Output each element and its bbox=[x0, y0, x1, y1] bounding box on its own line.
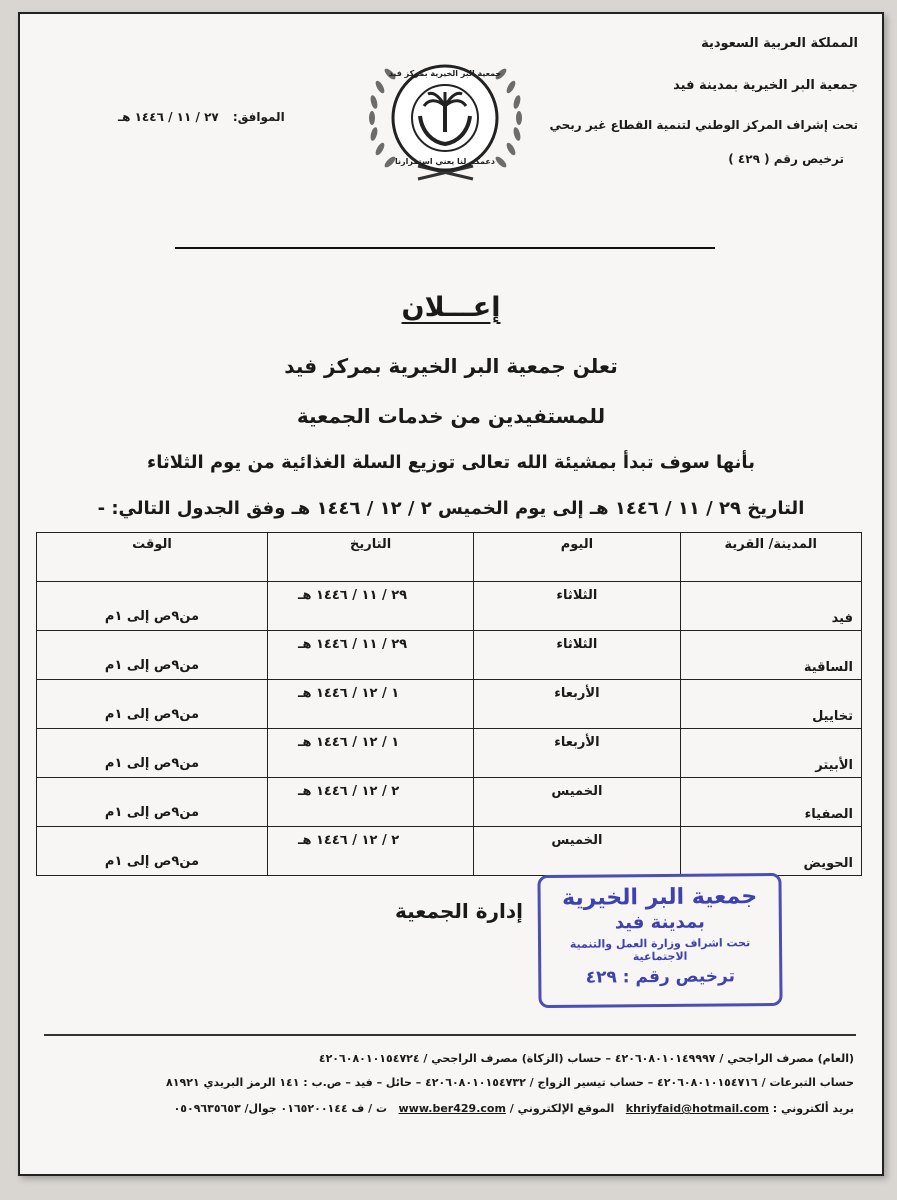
organization-logo bbox=[358, 54, 533, 189]
column-header-city: المدينة/ القرية bbox=[680, 533, 862, 582]
cell-time: من٩ص إلى ١م bbox=[37, 631, 268, 680]
logo-motto: دعمكم لنا يعني استمرارنا bbox=[395, 157, 495, 166]
table-row bbox=[37, 778, 862, 827]
column-header-day: اليوم bbox=[474, 533, 680, 582]
cell-city: الحويض bbox=[680, 827, 862, 876]
footer-bank-accounts: (العام) مصرف الراجحي / ٤٢٠٦٠٨٠١٠١٤٩٩٩٧ – حساب (الزكاة) مصرف الراجحي / ٤٢٠٦٠٨٠١٠١٥٤٧٢٤ bbox=[318, 1052, 854, 1065]
table-row bbox=[37, 582, 862, 631]
website-link[interactable]: www.ber429.com bbox=[398, 1102, 506, 1115]
stamp-line-3: تحت اشراف وزارة العمل والتنمية الاجتماعية bbox=[569, 936, 751, 964]
cell-day: الخميس bbox=[474, 778, 680, 827]
stamp-line-1: جمعية البر الخيرية bbox=[561, 884, 758, 911]
cell-date: ٢ / ١٢ / ١٤٤٦ هـ bbox=[268, 827, 474, 876]
cell-time: من٩ص إلى ١م bbox=[37, 729, 268, 778]
cell-day: الأربعاء bbox=[474, 729, 680, 778]
cell-day: الثلاثاء bbox=[474, 631, 680, 680]
table-row bbox=[37, 631, 862, 680]
footer-accounts-address: حساب التبرعات / ٤٢٠٦٠٨٠١٠١٥٤٧١٦ – حساب تيسير الزواج / ٤٢٠٦٠٨٠١٠١٥٤٧٣٢ – حائل – فيد – ص.ب : ١٤١ الرمز البريدي ٨١٩٢١ bbox=[166, 1076, 854, 1089]
cell-day: الخميس bbox=[474, 827, 680, 876]
table-row bbox=[37, 827, 862, 876]
header-org-name: جمعية البر الخيرية بمدينة فيد bbox=[673, 78, 858, 93]
date-label: الموافق: bbox=[232, 110, 285, 124]
header-license: ترخيص رقم ( ٤٢٩ ) bbox=[728, 152, 844, 166]
cell-date: ٢ / ١٢ / ١٤٤٦ هـ bbox=[268, 778, 474, 827]
table-row bbox=[37, 729, 862, 778]
date-value: ٢٧ / ١١ / ١٤٤٦ هـ bbox=[118, 110, 219, 124]
cell-city: الأبيتر bbox=[680, 729, 862, 778]
logo-text: جمعية البر الخيرية بمركز فيد bbox=[388, 69, 502, 78]
cell-date: ١ / ١٢ / ١٤٤٦ هـ bbox=[268, 729, 474, 778]
email-label: بريد ألكتروني : bbox=[772, 1102, 854, 1115]
announcement-line-2: للمستفيدين من خدمات الجمعية bbox=[296, 404, 606, 428]
header-country: المملكة العربية السعودية bbox=[701, 36, 858, 51]
footer-divider bbox=[44, 1034, 856, 1036]
cell-city: تخاييل bbox=[680, 680, 862, 729]
cell-time: من٩ص إلى ١م bbox=[37, 778, 268, 827]
website-label: الموقع الإلكتروني / bbox=[509, 1102, 615, 1115]
table-header-row bbox=[37, 533, 862, 582]
column-header-time: الوقت bbox=[37, 533, 268, 582]
announcement-line-4: التاريخ ٢٩ / ١١ / ١٤٤٦ هـ إلى يوم الخميس ٢ / ١٢ / ١٤٤٦ هـ وفق الجدول التالي: - bbox=[97, 498, 805, 519]
cell-time: من٩ص إلى ١م bbox=[37, 827, 268, 876]
cell-date: ١ / ١٢ / ١٤٤٦ هـ bbox=[268, 680, 474, 729]
header-divider bbox=[175, 247, 715, 249]
cell-city: فيد bbox=[680, 582, 862, 631]
footer-contact bbox=[42, 1102, 854, 1115]
column-header-date: التاريخ bbox=[268, 533, 474, 582]
cell-time: من٩ص إلى ١م bbox=[37, 582, 268, 631]
announcement-line-3: بأنها سوف تبدأ بمشيئة الله تعالى توزيع السلة الغذائية من يوم الثلاثاء bbox=[147, 452, 755, 473]
email-link[interactable]: khriyfaid@hotmail.com bbox=[625, 1102, 769, 1115]
cell-date: ٢٩ / ١١ / ١٤٤٦ هـ bbox=[268, 631, 474, 680]
table-row bbox=[37, 680, 862, 729]
cell-time: من٩ص إلى ١م bbox=[37, 680, 268, 729]
cell-city: الصفياء bbox=[680, 778, 862, 827]
cell-day: الأربعاء bbox=[474, 680, 680, 729]
distribution-schedule-table bbox=[36, 532, 862, 876]
official-stamp bbox=[537, 873, 782, 1008]
cell-date: ٢٩ / ١١ / ١٤٤٦ هـ bbox=[268, 582, 474, 631]
stamp-line-2: بمدينة فيد bbox=[614, 911, 705, 934]
management-signature: إدارة الجمعية bbox=[395, 899, 524, 923]
cell-city: الساقية bbox=[680, 631, 862, 680]
announcement-line-1: تعلن جمعية البر الخيرية بمركز فيد bbox=[284, 354, 618, 378]
header-supervision: تحت إشراف المركز الوطني لتنمية القطاع غير ربحي bbox=[549, 118, 858, 132]
document-page bbox=[18, 12, 884, 1176]
cell-day: الثلاثاء bbox=[474, 582, 680, 631]
phone-numbers: ت / ف ٠١٦٥٢٠٠١٤٤ جوال/ ٠٥٠٩٦٣٥٦٥٣ bbox=[173, 1102, 388, 1115]
announcement-title: إعـــلان bbox=[401, 292, 501, 323]
stamp-line-4: ترخيص رقم : ٤٢٩ bbox=[585, 966, 736, 988]
hijri-date bbox=[118, 110, 285, 124]
